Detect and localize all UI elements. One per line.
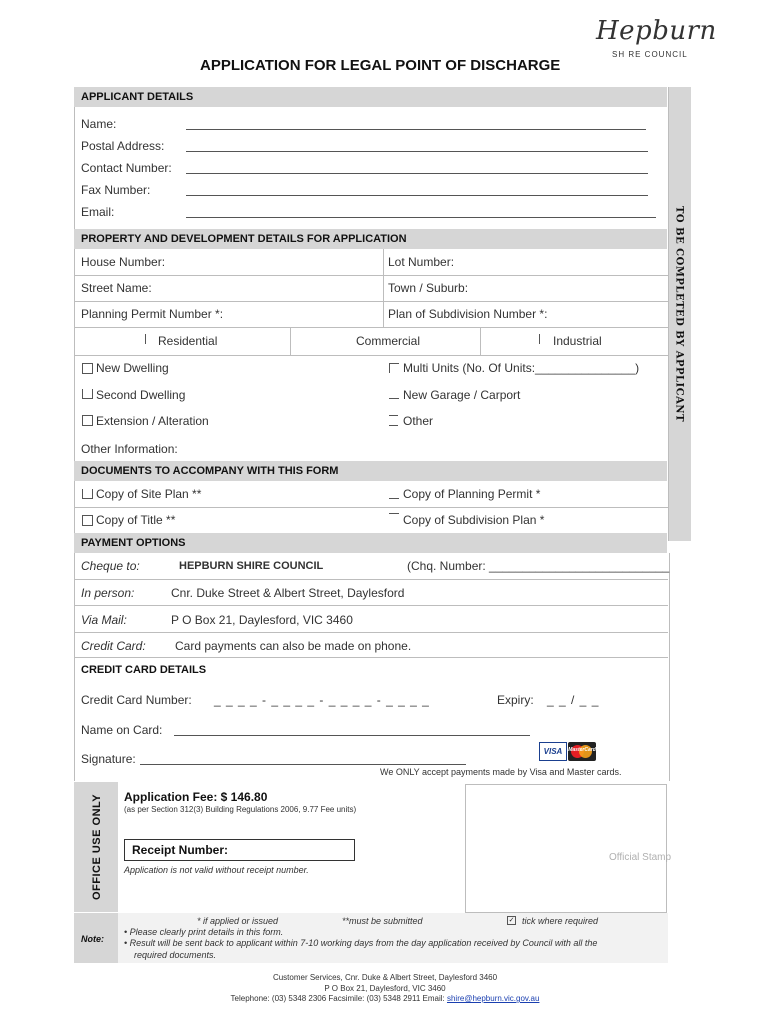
application-fee: Application Fee: $ 146.80 [124,790,268,804]
receipt-validity-note: Application is not valid without receipt number. [124,865,309,875]
name-on-card-field[interactable] [174,735,530,736]
site-plan-label: Copy of Site Plan ** [96,487,202,501]
title-copy-label: Copy of Title ** [96,513,176,527]
in-person-label: In person: [81,586,135,600]
cheque-number-field[interactable]: (Chq. Number: ___________________________ [407,559,670,573]
mail-address: P O Box 21, Daylesford, VIC 3460 [171,613,353,627]
title-copy-checkbox[interactable] [82,515,93,526]
extension-checkbox[interactable] [82,415,93,426]
note-bullet-2: • Result will be sent back to applicant within 7-10 working days from the day application received by Council with all the [124,938,598,948]
footer-po-box: P O Box 21, Daylesford, VIC 3460 [324,984,446,993]
name-label: Name: [81,117,117,131]
footer-address: Customer Services, Cnr. Duke & Albert Street, Daylesford 3460 [272,973,498,982]
planning-permit-label[interactable]: Planning Permit Number *: [81,307,224,321]
signature-label: Signature: [81,752,136,766]
form-title: APPLICATION FOR LEGAL POINT OF DISCHARGE [200,57,561,74]
name-field[interactable] [186,129,646,130]
footer-email-link[interactable]: shire@hepburn.vic.gov.au [446,994,540,1003]
email-label: Email: [81,205,115,219]
subdivision-plan-copy-label: Copy of Subdivision Plan * [403,513,545,527]
second-dwelling-label: Second Dwelling [96,388,186,402]
other-information-label[interactable]: Other Information: [81,442,178,456]
legend-must-submit: **must be submitted [342,916,423,926]
commercial-label[interactable]: Commercial [356,334,421,348]
multi-units-checkbox[interactable] [389,363,399,373]
second-dwelling-checkbox[interactable] [82,389,93,399]
other-checkbox[interactable] [389,415,398,426]
credit-card-details-heading: CREDIT CARD DETAILS [81,664,207,676]
expiry-field[interactable]: _ _ / _ _ [547,693,600,707]
council-logo: Hepburn [596,16,717,46]
applicant-details-heading: APPLICANT DETAILS [74,87,667,107]
note-bullet-1: • Please clearly print details in this form. [124,927,284,937]
card-number-field[interactable]: _ _ _ _ - _ _ _ _ - _ _ _ _ - _ _ _ _ [214,693,430,707]
street-name-label[interactable]: Street Name: [81,281,152,295]
other-label: Other [403,414,434,428]
expiry-label: Expiry: [497,693,534,707]
footer-contact [0,994,770,1003]
fax-number-field[interactable] [186,195,648,196]
planning-permit-copy-label: Copy of Planning Permit * [403,487,541,501]
residential-checkbox[interactable] [145,334,147,344]
postal-address-field[interactable] [186,151,648,152]
signature-field[interactable] [140,764,466,765]
cheque-payee: HEPBURN SHIRE COUNCIL [179,560,324,572]
email-field[interactable] [186,217,656,218]
site-plan-checkbox[interactable] [82,489,93,499]
payment-options-heading: PAYMENT OPTIONS [74,533,667,553]
extension-label: Extension / Alteration [96,414,209,428]
cheque-label: Cheque to: [81,559,140,573]
property-details-heading: PROPERTY AND DEVELOPMENT DETAILS FOR APPLICATION [74,229,667,249]
tick-box-icon: ✓ [508,917,515,924]
credit-card-label: Credit Card: [81,639,146,653]
town-suburb-label[interactable]: Town / Suburb: [388,281,469,295]
industrial-checkbox[interactable] [539,334,541,344]
visa-logo: VISA [539,742,567,761]
mastercard-logo: MasterCard [568,742,596,761]
applicant-side-label: TO BE COMPLETED BY APPLICANT [673,205,685,423]
multi-units-label: Multi Units (No. Of Units:_______________) [403,361,640,375]
credit-card-note: Card payments can also be made on phone. [175,639,412,653]
name-on-card-label: Name on Card: [81,723,163,737]
application-fee-note: (as per Section 312(3) Building Regulations 2006, 9.77 Fee units) [124,805,357,814]
contact-number-label: Contact Number: [81,161,172,175]
new-dwelling-checkbox[interactable] [82,363,93,374]
receipt-number-label: Receipt Number: [132,843,229,857]
legend-tick: tick where required [522,916,599,926]
office-use-label: OFFICE USE ONLY [91,793,103,901]
plan-of-subdivision-label[interactable]: Plan of Subdivision Number *: [388,307,548,321]
subdivision-plan-copy-checkbox[interactable] [389,513,399,514]
fax-number-label: Fax Number: [81,183,151,197]
lot-number-label[interactable]: Lot Number: [388,255,455,269]
accepted-cards-note: We ONLY accept payments made by Visa and Master cards. [380,767,622,777]
planning-permit-copy-checkbox[interactable] [389,498,399,499]
note-bullet-2-cont: required documents. [134,950,217,960]
council-logo-subtitle: SH RE COUNCIL [612,50,688,59]
industrial-label: Industrial [553,334,602,348]
footer-phone-fax: Telephone: (03) 5348 2306 Facsimile: (03) 5348 2911 Email: [230,994,445,1003]
house-number-label[interactable]: House Number: [81,255,166,269]
legend-if-applied: * if applied or issued [197,916,279,926]
postal-address-label: Postal Address: [81,139,165,153]
official-stamp-box [465,784,667,913]
residential-label: Residential [158,334,218,348]
card-number-label: Credit Card Number: [81,693,192,707]
new-garage-label: New Garage / Carport [403,388,521,402]
note-label: Note: [81,934,104,944]
via-mail-label: Via Mail: [81,613,127,627]
official-stamp-label: Official Stamp [609,852,672,863]
documents-heading: DOCUMENTS TO ACCOMPANY WITH THIS FORM [74,461,667,481]
new-garage-checkbox[interactable] [389,398,399,399]
in-person-address: Cnr. Duke Street & Albert Street, Daylesford [171,586,405,600]
new-dwelling-label: New Dwelling [96,361,169,375]
contact-number-field[interactable] [186,173,648,174]
